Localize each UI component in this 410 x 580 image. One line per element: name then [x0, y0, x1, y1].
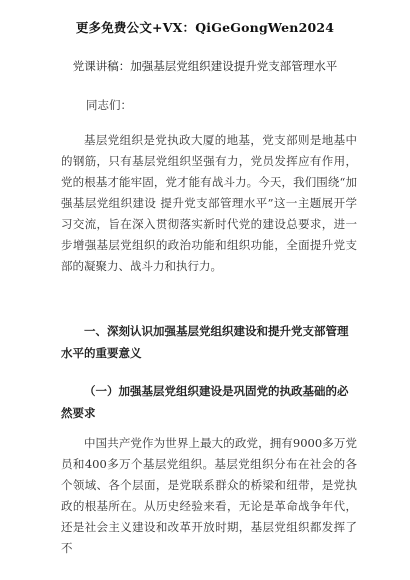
section-heading-1: 一、深刻认识加强基层党组织建设和提升党支部管理水平的重要意义 — [61, 324, 349, 360]
intro-paragraph-1-part-b: 今天，我们围绕“加强基层党组织建设 提升党支部管理水平”这一主题展开学习交流，旨在深入贯彻落实新时代党的建设总要求，进一步增强基层党组织的政治功能和组织功能，全面提升党支部的凝聚力、战斗力和执行力。 — [61, 175, 357, 273]
subsection-heading-1: （一）加强基层党组织建设是巩固党的执政基础的必然要求 — [61, 384, 349, 420]
intro-paragraph-1 — [61, 130, 357, 277]
greeting: 同志们： — [86, 98, 132, 112]
promo-header: 更多免费公文+VX：QiGeGongWen2024 — [75, 20, 335, 35]
document-title: 党课讲稿：加强基层党组织建设提升党支部管理水平 — [72, 59, 338, 73]
body-paragraph: 中国共产党作为世界上最大的政党，拥有9000多万党员和400多万个基层党组织。基层党组织分布在社会的各个领域、各个层面，是党联系群众的桥梁和纽带，是党执政的根基所在。从历史经验来看，无论是革命战争年代，还是社会主义建设和改革开放时期，基层党组织都发挥了不 — [61, 436, 357, 555]
intro-paragraph-1-part-a: 基层党组织是党执政大厦的地基，党支部则是地基中的钢筋，只有基层党组织坚强有力，党员发挥应有作用，党的根基才能牢固，党才能有战斗力。 — [61, 133, 357, 189]
